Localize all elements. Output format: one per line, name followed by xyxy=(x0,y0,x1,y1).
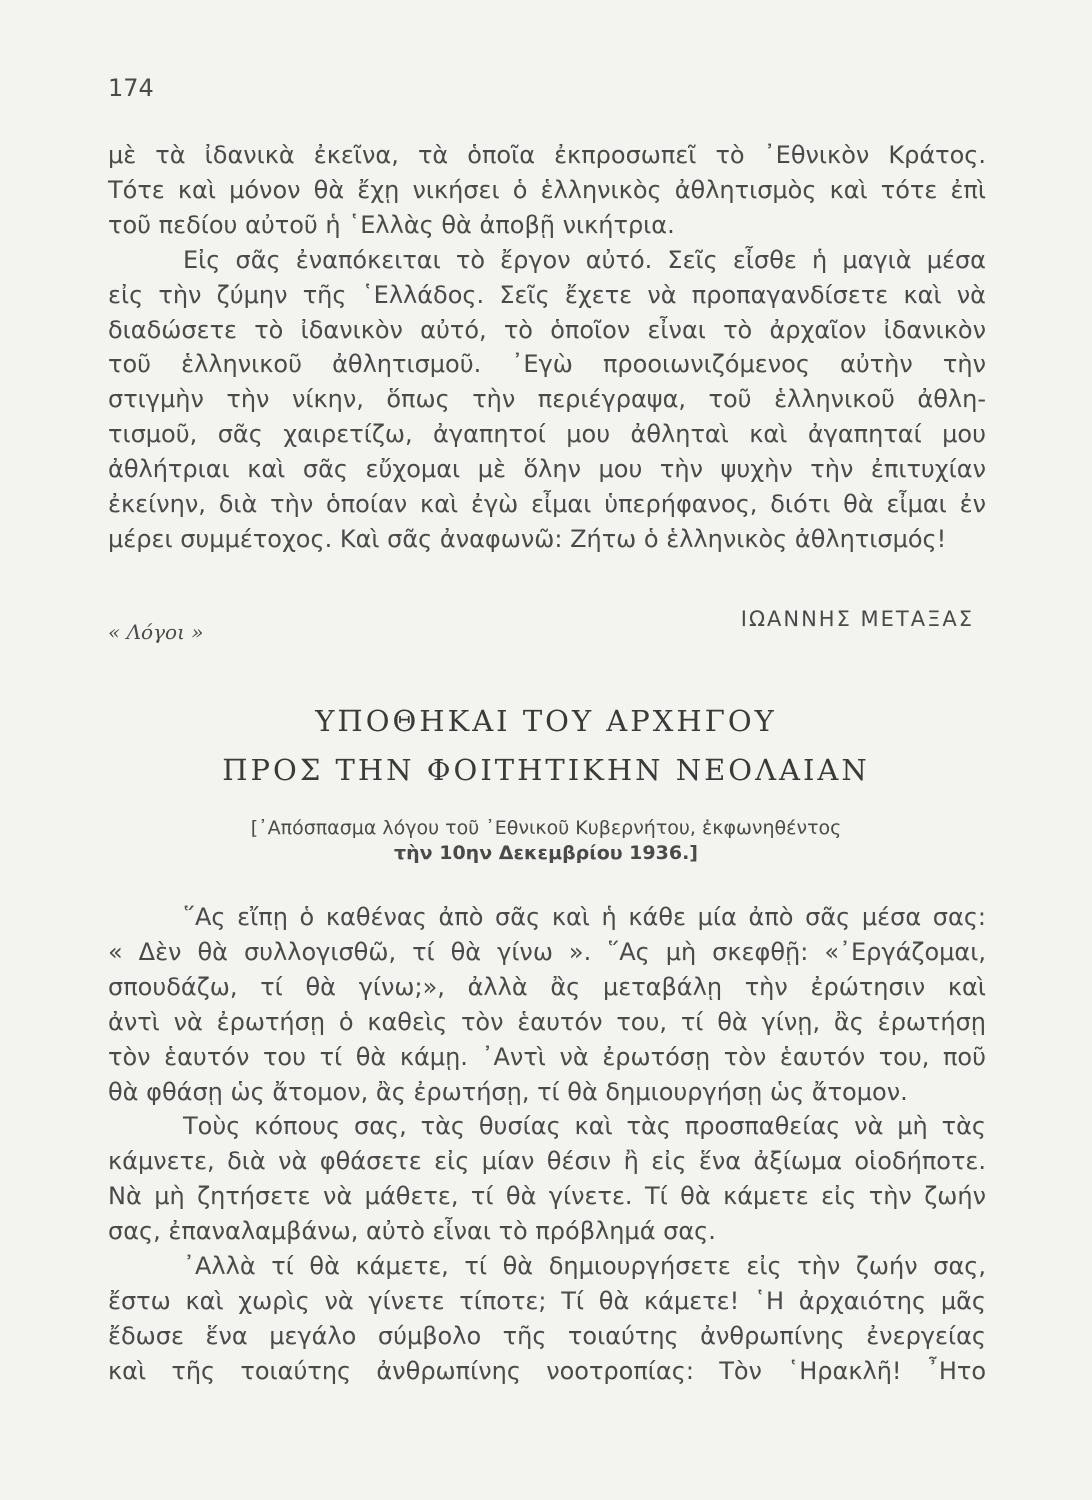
text-line: μὲ τὰ ἰδανικὰ ἐκεῖνα, τὰ ὁποῖα ἐκπροσωπεῖ τὸ ᾿Εθνικὸν Κράτος. xyxy=(108,141,986,169)
text-line: μέρει συμμέτοχος. Καὶ σᾶς ἀναφωνῶ: Ζήτω ὁ ἑλληνικὸς ἀθλητισμός! xyxy=(108,524,947,553)
author-signature: ΙΩΑΝΝΗΣ ΜΕΤΑΞΑΣ xyxy=(740,607,974,631)
text-line: ἔστω καὶ χωρὶς νὰ γίνετε τίποτε; Τί θὰ κάμετε! ῾Η ἀρχαιότης μᾶς xyxy=(108,1286,986,1315)
section-note-line-1: [᾿Απόσπασμα λόγου τοῦ ᾿Εθνικοῦ Κυβερνήτου, ἐκφωνηθέντος xyxy=(250,817,842,839)
text-line: σπουδάζω, τί θὰ γίνω;», ἀλλὰ ἂς μεταβάλῃ τὴν ἐρώτησιν καὶ xyxy=(108,972,986,1001)
text-line: Νὰ μὴ ζητήσετε νὰ μάθετε, τί θὰ γίνετε. Τί θὰ κάμετε εἰς τὴν ζωήν xyxy=(108,1182,986,1211)
text-line: κάμνετε, διὰ νὰ φθάσετε εἰς μίαν θέσιν ἢ εἰς ἕνα ἀξίωμα οἱοδήποτε. xyxy=(108,1147,986,1176)
text-line: τοῦ ἑλληνικοῦ ἀθλητισμοῦ. ᾿Εγὼ προοιωνιζόμενος αὐτὴν τὴν xyxy=(108,350,986,379)
text-line: διαδώσετε τὸ ἰδανικὸν αὐτό, τὸ ὁποῖον εἶναι τὸ ἀρχαῖον ἰδανικὸν xyxy=(108,315,986,344)
text-line: εἰς τὴν ζύμην τῆς ῾Ελλάδος. Σεῖς ἔχετε νὰ προπαγανδίσετε καὶ νὰ xyxy=(108,280,986,309)
text-line: Τότε καὶ μόνον θὰ ἔχῃ νικήσει ὁ ἑλληνικὸς ἀθλητισμὸς καὶ τότε ἐπὶ xyxy=(108,175,986,204)
text-line: θὰ φθάσῃ ὡς ἄτομον, ἂς ἐρωτήσῃ, τί θὰ δημιουργήσῃ ὡς ἄτομον. xyxy=(108,1077,908,1106)
text-line: τισμοῦ, σᾶς χαιρετίζω, ἀγαπητοί μου ἀθληταὶ καὶ ἀγαπηταί μου xyxy=(108,420,986,449)
section-title-line-1: ΥΠΟΘΗΚΑΙ ΤΟΥ ΑΡΧΗΓΟΥ xyxy=(315,704,777,738)
section-note-line-2: τὴν 10ην Δεκεμβρίου 1936.] xyxy=(394,842,698,864)
text-line: ῞Ας εἴπῃ ὁ καθένας ἀπὸ σᾶς καὶ ἡ κάθε μία ἀπὸ σᾶς μέσα σας: xyxy=(183,903,986,931)
text-line: ᾿Αλλὰ τί θὰ κάμετε, τί θὰ δημιουργήσετε εἰς τὴν ζωήν σας, xyxy=(183,1252,986,1280)
text-line: ἔδωσε ἕνα μεγάλο σύμβολο τῆς τοιαύτης ἀνθρωπίνης ἐνεργείας xyxy=(108,1321,986,1350)
text-line: « Δὲν θὰ συλλογισθῶ, τί θὰ γίνω ». ῞Ας μὴ σκεφθῇ: «᾿Εργάζομαι, xyxy=(108,937,986,966)
text-line: σας, ἐπαναλαμβάνω, αὐτὸ εἶναι τὸ πρόβλημά σας. xyxy=(108,1217,716,1246)
text-line: στιγμὴν τὴν νίκην, ὅπως τὴν περιέγραψα, τοῦ ἑλληνικοῦ ἀθλη- xyxy=(108,385,986,414)
section-title-line-2: ΠΡΟΣ ΤΗΝ ΦΟΙΤΗΤΙΚΗΝ ΝΕΟΛΑΙΑΝ xyxy=(222,753,870,787)
text-line: ἀθλήτριαι καὶ σᾶς εὔχομαι μὲ ὅλην μου τὴν ψυχὴν τὴν ἐπιτυχίαν xyxy=(108,455,986,484)
text-line: τὸν ἑαυτόν του τί θὰ κάμῃ. ᾿Αντὶ νὰ ἐρωτόσῃ τὸν ἑαυτόν του, ποῦ xyxy=(108,1042,986,1071)
text-line: τοῦ πεδίου αὐτοῦ ἡ ῾Ελλὰς θὰ ἀποβῇ νικήτρια. xyxy=(108,210,675,239)
text-line: καὶ τῆς τοιαύτης ἀνθρωπίνης νοοτροπίας: Τὸν ῾Ηρακλῆ! ῏Ητο xyxy=(108,1356,986,1385)
text-line: Εἰς σᾶς ἐναπόκειται τὸ ἔργον αὐτό. Σεῖς εἶσθε ἡ μαγιὰ μέσα xyxy=(183,245,986,274)
source-citation: « Λόγοι » xyxy=(108,620,204,644)
page-number: 174 xyxy=(108,74,154,102)
text-line: Τοὺς κόπους σας, τὰς θυσίας καὶ τὰς προσπαθείας νὰ μὴ τὰς xyxy=(183,1112,986,1141)
text-line: ἐκείνην, διὰ τὴν ὁποίαν καὶ ἐγὼ εἶμαι ὑπερήφανος, διότι θὰ εἶμαι ἐν xyxy=(108,490,986,518)
text-line: ἀντὶ νὰ ἐρωτήσῃ ὁ καθεὶς τὸν ἑαυτόν του, τί θὰ γίνῃ, ἂς ἐρωτήσῃ xyxy=(108,1007,986,1036)
